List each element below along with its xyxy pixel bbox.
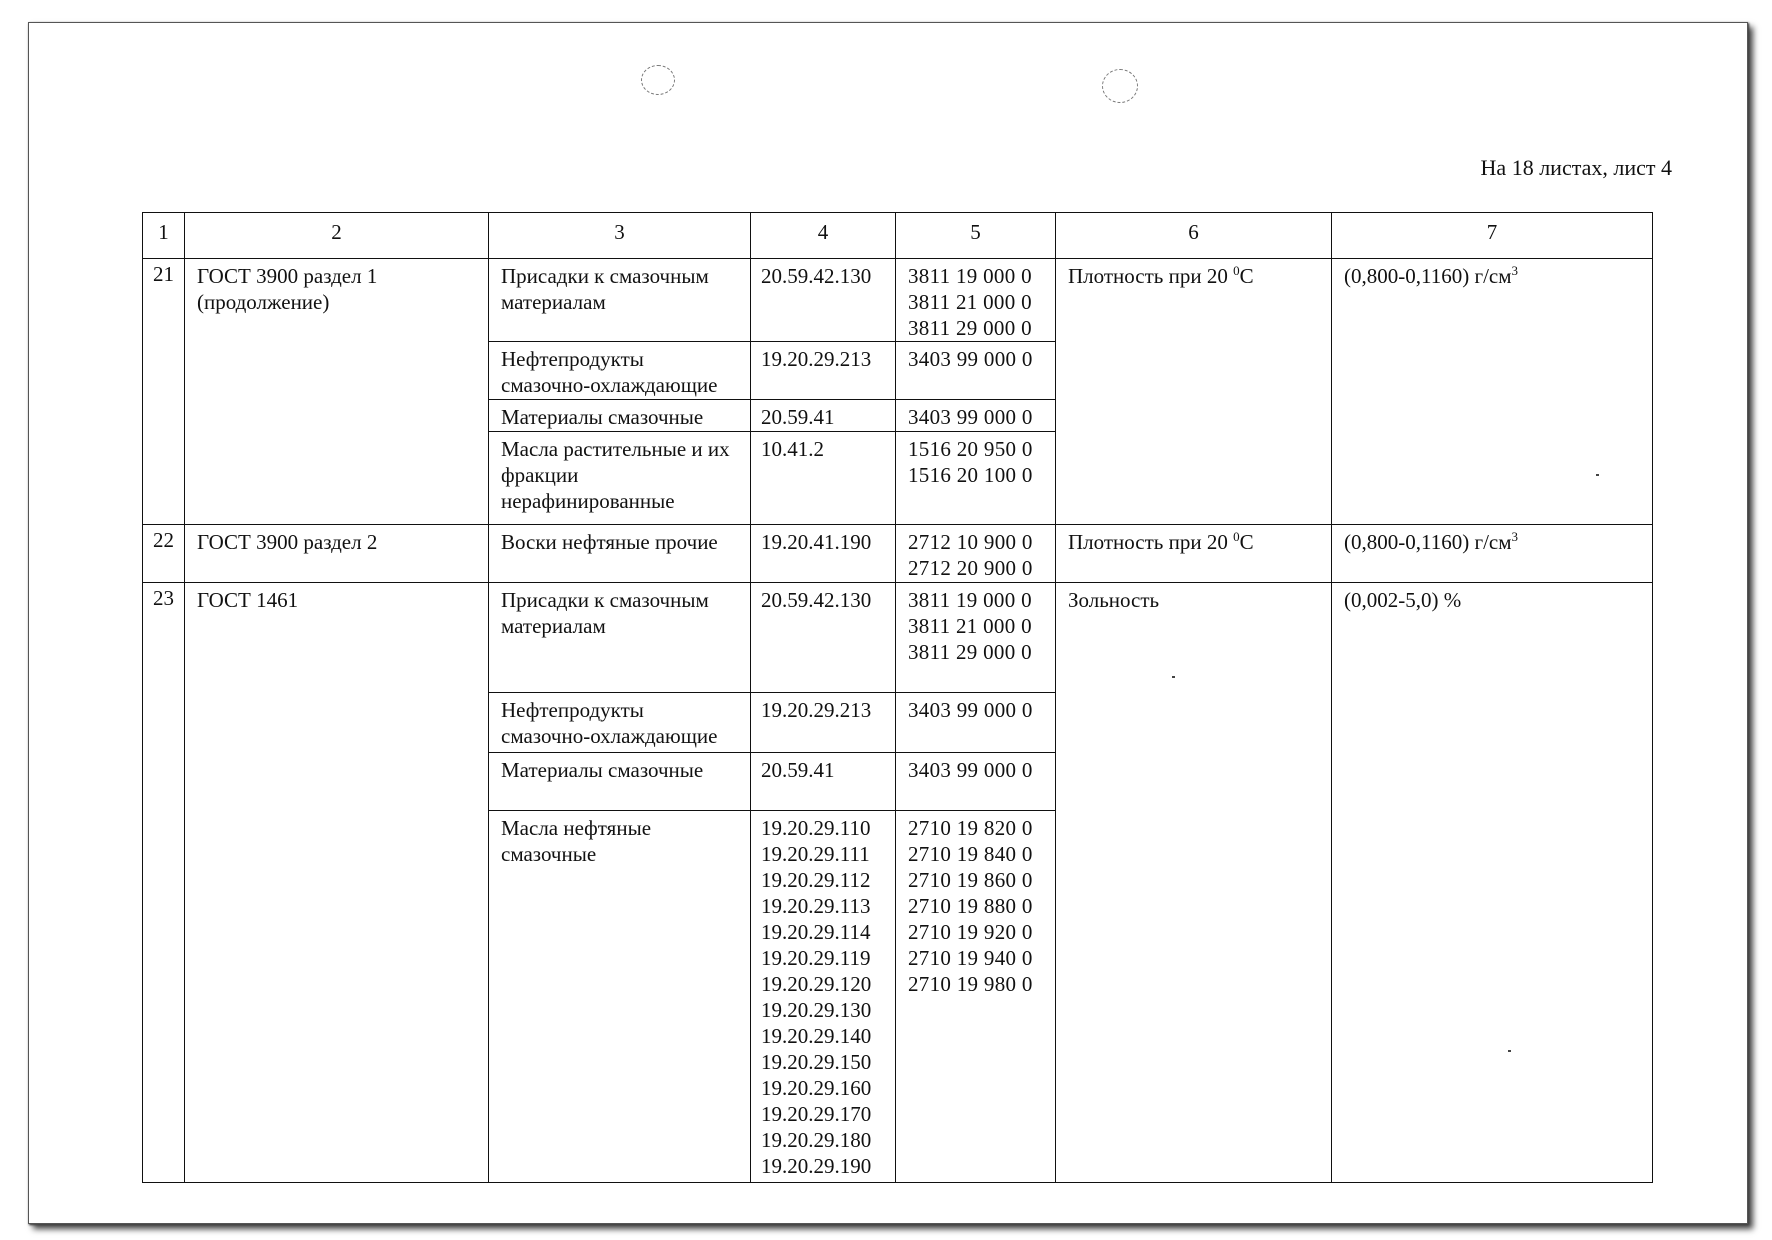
tnved-code: 2710 19 880 0 (908, 894, 1033, 918)
range-cell (1332, 259, 1653, 525)
col-header: 5 (896, 213, 1056, 259)
degree-sup: 0 (1233, 263, 1240, 278)
standard-cell (185, 259, 489, 525)
okpd-code: 19.20.29.190 (761, 1154, 872, 1178)
okpd-code: 19.20.41.190 (761, 530, 872, 554)
tnved-cell (896, 525, 1056, 583)
tnved-code: 3811 19 000 0 (908, 264, 1032, 288)
okpd-code: 19.20.29.120 (761, 972, 872, 996)
okpd-cell (751, 400, 896, 432)
okpd-code: 19.20.29.213 (761, 698, 872, 722)
tnved-cell (896, 583, 1056, 693)
property-unit: С (1239, 264, 1254, 288)
okpd-code: 20.59.42.130 (761, 264, 872, 288)
okpd-code: 19.20.29.160 (761, 1076, 872, 1100)
property-cell (1056, 583, 1332, 1183)
sheet-number-label: На 18 листах, лист 4 (1480, 155, 1672, 180)
range-text: (0,002-5,0) % (1344, 588, 1462, 612)
okpd-code: 19.20.29.119 (761, 946, 871, 970)
range-sup: 3 (1511, 529, 1519, 544)
okpd-code: 20.59.41 (761, 405, 835, 429)
standard-text: ГОСТ 3900 раздел 1 (продолжение) (197, 264, 378, 314)
okpd-cell (751, 259, 896, 342)
property-cell (1056, 525, 1332, 583)
tnved-cell (896, 342, 1056, 400)
scan-speck (1508, 1050, 1511, 1052)
okpd-cell (751, 583, 896, 693)
tnved-code: 1516 20 950 0 (908, 437, 1033, 461)
row-number: 22 (143, 525, 185, 583)
tnved-code: 2710 19 840 0 (908, 842, 1033, 866)
product-text: Воски нефтяные прочие (501, 530, 718, 554)
tnved-code: 2710 19 920 0 (908, 920, 1033, 944)
okpd-code: 19.20.29.113 (761, 894, 871, 918)
tnved-cell (896, 693, 1056, 753)
tnved-code: 2712 20 900 0 (908, 556, 1033, 580)
property-text: Зольность (1068, 588, 1160, 612)
range-text: (0,800-0,1160) г/см (1344, 264, 1512, 288)
scope-table (142, 212, 1653, 1183)
degree-sup: 0 (1233, 529, 1240, 544)
product-text: Присадки к смазочным материалам (501, 588, 709, 638)
property-unit: С (1239, 530, 1254, 554)
product-text: Присадки к смазочным материалам (501, 264, 709, 314)
col-header: 4 (751, 213, 896, 259)
scan-speck (1596, 474, 1599, 476)
range-text: (0,800-0,1160) г/см (1344, 530, 1512, 554)
standard-cell (185, 583, 489, 1183)
standard-text: ГОСТ 1461 (197, 588, 299, 612)
tnved-code: 2712 10 900 0 (908, 530, 1033, 554)
range-cell (1332, 525, 1653, 583)
okpd-code: 19.20.29.114 (761, 920, 871, 944)
okpd-code: 19.20.29.170 (761, 1102, 872, 1126)
range-cell (1332, 583, 1653, 1183)
product-cell (489, 400, 751, 432)
okpd-code: 19.20.29.180 (761, 1128, 872, 1152)
tnved-cell (896, 753, 1056, 811)
col-header: 2 (185, 213, 489, 259)
header-row (143, 213, 1653, 259)
product-text: Нефтепродукты смазочно-охлаждающие (501, 698, 718, 748)
product-cell (489, 811, 751, 1183)
punch-hole-left (641, 65, 675, 95)
col-header: 1 (143, 213, 185, 259)
standard-cell (185, 525, 489, 583)
col-header: 7 (1332, 213, 1653, 259)
okpd-cell (751, 432, 896, 525)
okpd-code: 19.20.29.140 (761, 1024, 872, 1048)
tnved-code: 3811 21 000 0 (908, 614, 1032, 638)
property-text: Плотность при 20 (1068, 264, 1234, 288)
row-number: 23 (143, 583, 185, 1183)
row-number: 21 (143, 259, 185, 525)
product-text: Материалы смазочные (501, 758, 704, 782)
product-cell (489, 259, 751, 342)
tnved-code: 3403 99 000 0 (908, 405, 1033, 429)
table-row (143, 525, 1653, 583)
product-text: Масла нефтяные смазочные (501, 816, 652, 866)
col-header: 6 (1056, 213, 1332, 259)
product-cell (489, 525, 751, 583)
scan-speck (1172, 676, 1175, 678)
tnved-code: 3811 29 000 0 (908, 316, 1032, 340)
tnved-code: 3811 19 000 0 (908, 588, 1032, 612)
okpd-code: 20.59.41 (761, 758, 835, 782)
tnved-code: 2710 19 940 0 (908, 946, 1033, 970)
okpd-code: 19.20.29.110 (761, 816, 871, 840)
tnved-code: 2710 19 820 0 (908, 816, 1033, 840)
okpd-code: 19.20.29.150 (761, 1050, 872, 1074)
okpd-code: 19.20.29.213 (761, 347, 872, 371)
table-row (143, 583, 1653, 693)
okpd-cell (751, 693, 896, 753)
tnved-code: 3811 29 000 0 (908, 640, 1032, 664)
tnved-code: 3403 99 000 0 (908, 698, 1033, 722)
okpd-code: 10.41.2 (761, 437, 824, 461)
col-header: 3 (489, 213, 751, 259)
product-cell (489, 432, 751, 525)
product-cell (489, 342, 751, 400)
tnved-code: 3403 99 000 0 (908, 758, 1033, 782)
tnved-code: 2710 19 980 0 (908, 972, 1033, 996)
table-row (143, 259, 1653, 342)
tnved-cell (896, 400, 1056, 432)
standard-text: ГОСТ 3900 раздел 2 (197, 530, 378, 554)
tnved-code: 1516 20 100 0 (908, 463, 1033, 487)
okpd-code: 20.59.42.130 (761, 588, 872, 612)
property-text: Плотность при 20 (1068, 530, 1234, 554)
product-cell (489, 693, 751, 753)
tnved-code: 3811 21 000 0 (908, 290, 1032, 314)
okpd-cell (751, 753, 896, 811)
okpd-code: 19.20.29.112 (761, 868, 871, 892)
product-text: Материалы смазочные (501, 405, 704, 429)
property-cell (1056, 259, 1332, 525)
tnved-code: 3403 99 000 0 (908, 347, 1033, 371)
tnved-cell (896, 811, 1056, 1183)
range-sup: 3 (1511, 263, 1519, 278)
okpd-cell (751, 525, 896, 583)
product-cell (489, 583, 751, 693)
tnved-cell (896, 432, 1056, 525)
punch-hole-right (1102, 69, 1138, 103)
tnved-cell (896, 259, 1056, 342)
tnved-code: 2710 19 860 0 (908, 868, 1033, 892)
product-text: Масла растительные и их фракции нерафинированные (501, 437, 730, 513)
okpd-cell (751, 811, 896, 1183)
product-text: Нефтепродукты смазочно-охлаждающие (501, 347, 718, 397)
okpd-code: 19.20.29.130 (761, 998, 872, 1022)
okpd-code: 19.20.29.111 (761, 842, 870, 866)
product-cell (489, 753, 751, 811)
okpd-cell (751, 342, 896, 400)
